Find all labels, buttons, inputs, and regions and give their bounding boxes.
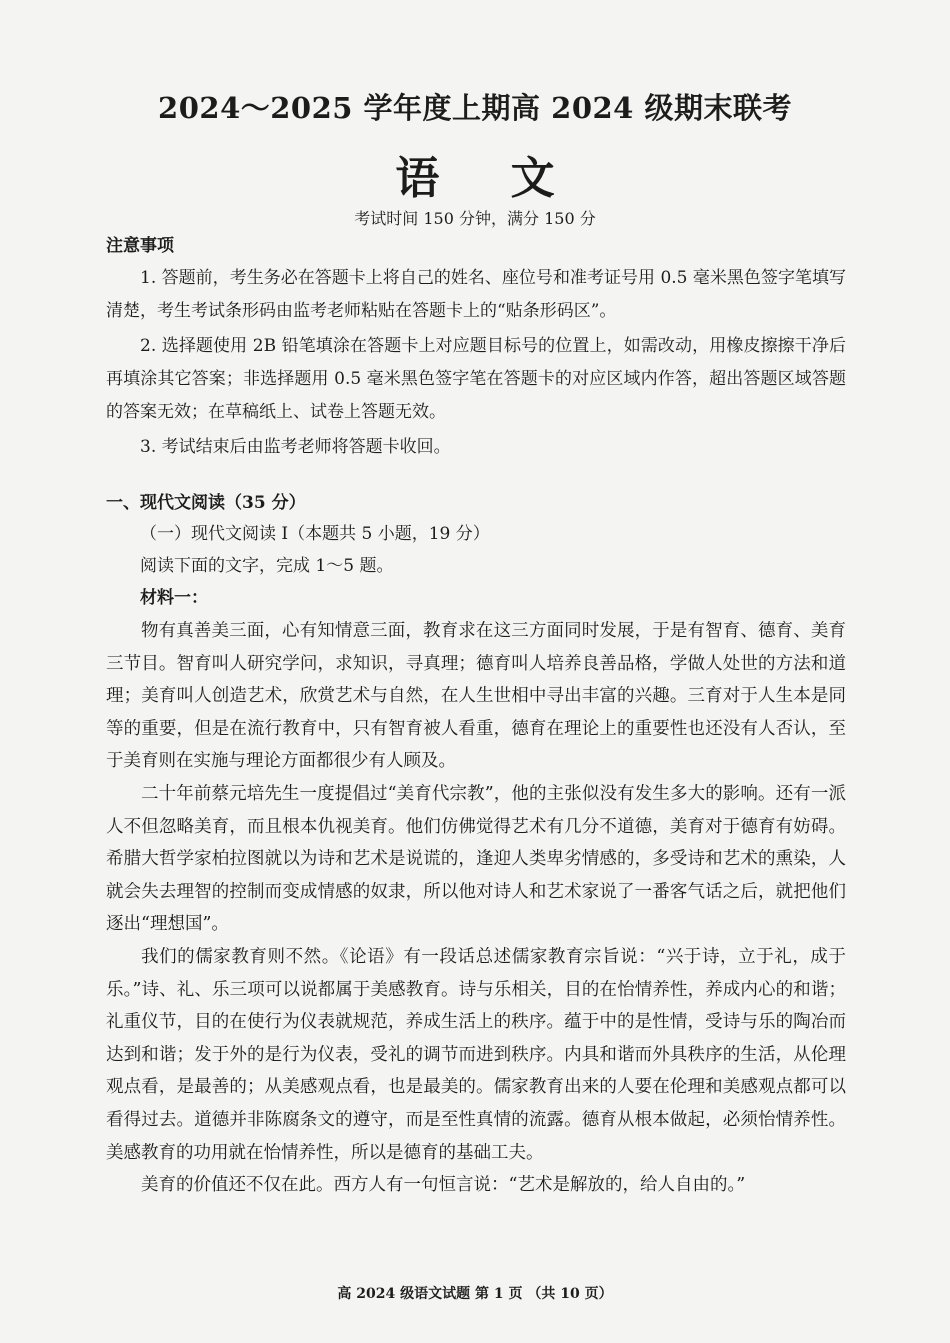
notice-item: 3. 考试结束后由监考老师将答题卡收回。 — [140, 437, 451, 457]
passage-paragraph: 二十年前蔡元培先生一度提倡过“美育代宗教”，他的主张似没有发生多大的影响。还有一派人不但忽略美育，而且根本仇视美育。他们仿佛觉得艺术有几分不道德，美育对于德育有妨碍。希腊大哲学家柏拉图就以为诗和艺术是说谎的，逢迎人类卑劣情感的，多受诗和艺术的熏染，人就会失去理智的控制而变成情感的奴隶，所以他对诗人和艺术家说了一番客气话之后，就把他们逐出“理想国”。 — [106, 783, 846, 935]
sub-section-title: （一）现代文阅读 I（本题共 5 小题，19 分） — [140, 524, 490, 544]
exam-title: 2024～2025 学年度上期高 2024 级期末联考 — [158, 91, 792, 125]
notice-item: 1. 答题前，考生务必在答题卡上将自己的姓名、座位号和准考证号用 0.5 毫米黑色签字笔填写清楚，考生考试条形码由监考老师粘贴在答题卡上的“贴条形码区”。 — [106, 268, 846, 321]
reading-instruction: 阅读下面的文字，完成 1～5 题。 — [140, 556, 394, 576]
material-label: 材料一： — [140, 588, 208, 608]
notice-title: 注意事项 — [106, 236, 174, 256]
page-footer: 高 2024 级语文试题 第 1 页 （共 10 页） — [337, 1286, 613, 1302]
section-header — [106, 488, 846, 614]
exam-info: 考试时间 150 分钟，满分 150 分 — [354, 209, 596, 228]
subject-title: 语 文 — [395, 153, 583, 204]
notice-block — [106, 232, 846, 464]
passage-paragraph: 美育的价值还不仅在此。西方人有一句恒言说：“艺术是解放的，给人自由的。” — [141, 1175, 746, 1196]
reading-passage — [106, 615, 846, 1202]
passage-paragraph: 物有真善美三面，心有知情意三面，教育求在这三方面同时发展，于是有智育、德育、美育三节目。智育叫人研究学问，求知识，寻真理；德育叫人培养良善品格，学做人处世的方法和道理；美育叫人创造艺术，欣赏艺术与自然，在人生世相中寻出丰富的兴趣。三育对于人生本是同等的重要，但是在流行教育中，只有智育被人看重，德育在理论上的重要性也还没有人否认，至于美育则在实施与理论方面都很少有人顾及。 — [106, 621, 846, 772]
passage-paragraph: 我们的儒家教育则不然。《论语》有一段话总述儒家教育宗旨说：“兴于诗，立于礼，成于乐。”诗、礼、乐三项可以说都属于美感教育。诗与乐相关，目的在怡情养性，养成内心的和谐；礼重仪节，目的在使行为仪表就规范，养成生活上的秩序。蕴于中的是性情，受诗与乐的陶冶而达到和谐；发于外的是行为仪表，受礼的调节而进到秩序。内具和谐而外具秩序的生活，从伦理观点看，是最善的；从美感观点看，也是最美的。儒家教育出来的人要在伦理和美感观点都可以看得过去。道德并非陈腐条文的遵守，而是至性真情的流露。德育从根本做起，必须怡情养性。美感教育的功用就在怡情养性，所以是德育的基础工夫。 — [106, 946, 846, 1163]
section-title: 一、现代文阅读（35 分） — [106, 493, 306, 513]
notice-item: 2. 选择题使用 2B 铅笔填涂在答题卡上对应题目标号的位置上，如需改动，用橡皮擦擦干净后再填涂其它答案；非选择题用 0.5 毫米黑色签字笔在答题卡的对应区域内作答，超出答题区域答题的答案无效；在草稿纸上、试卷上答题无效。 — [106, 336, 846, 422]
